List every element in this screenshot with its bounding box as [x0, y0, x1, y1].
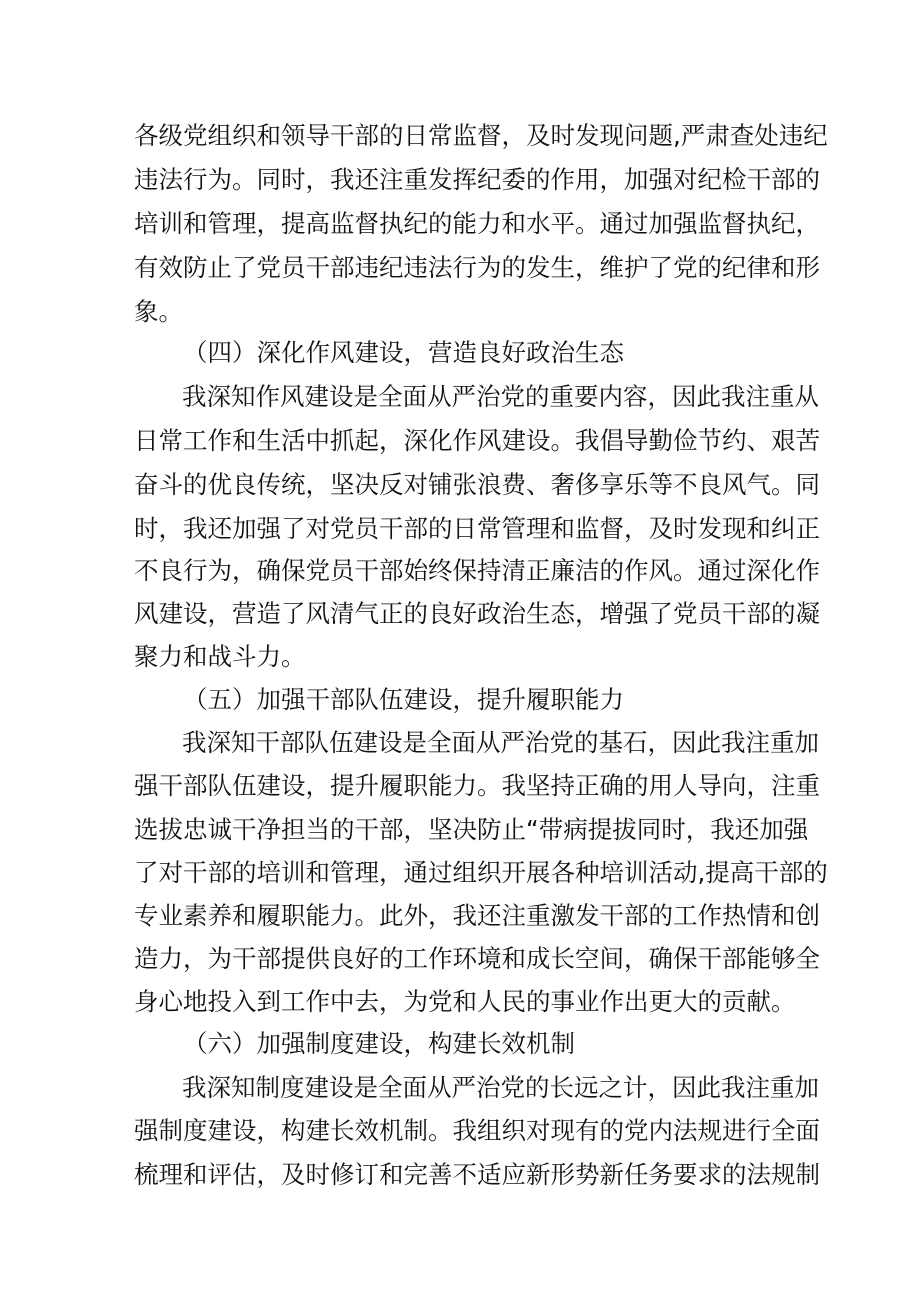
body-text-line: 我深知制度建设是全面从严治党的长远之计，因此我注重加: [182, 1073, 819, 1102]
section-heading-4: （四）深化作风建设，营造良好政治生态: [183, 338, 624, 367]
body-text-line: 培训和管理，提高监督执纪的能力和水平。通过加强监督执纪，: [134, 209, 820, 238]
body-text-line: 象。: [134, 297, 183, 326]
section-heading-5: （五）加强干部队伍建设，提升履职能力: [183, 685, 624, 714]
body-text-line: 了对干部的培训和管理，通过组织开展各种培训活动,提高干部的: [134, 858, 828, 887]
body-text-line: 奋斗的优良传统，坚决反对铺张浪费、奢侈享乐等不良风气。同: [134, 470, 820, 499]
body-text-line: 日常工作和生活中抓起，深化作风建设。我倡导勤俭节约、艰苦: [134, 426, 820, 455]
body-text-line: 身心地投入到工作中去，为党和人民的事业作出更大的贡献。: [134, 987, 796, 1016]
body-text-line: 选拔忠诚干净担当的干部，坚决防止“带病提拔同时，我还加强: [134, 815, 809, 844]
body-text-line: 造力，为干部提供良好的工作环境和成长空间，确保干部能够全: [134, 944, 820, 973]
body-text-line: 聚力和战斗力。: [134, 642, 306, 671]
body-text-line: 专业素养和履职能力。此外，我还注重激发干部的工作热情和创: [134, 901, 820, 930]
body-text-line: 风建设，营造了风清气正的良好政治生态，增强了党员干部的凝: [134, 599, 820, 628]
body-text-line: 强制度建设，构建长效机制。我组织对现有的党内法规进行全面: [134, 1116, 820, 1145]
body-text-line: 我深知作风建设是全面从严治党的重要内容，因此我注重从: [182, 382, 819, 411]
body-text-line: 时，我还加强了对党员干部的日常管理和监督，及时发现和纠正: [134, 514, 820, 543]
body-text-line: 我深知干部队伍建设是全面从严治党的基石，因此我注重加: [182, 728, 819, 757]
body-text-line: 各级党组织和领导干部的日常监督，及时发现问题,严肃查处违纪: [134, 121, 828, 150]
body-text-line: 强干部队伍建设，提升履职能力。我坚持正确的用人导向，注重: [134, 771, 820, 800]
body-text-line: 不良行为，确保党员干部始终保持清正廉洁的作风。通过深化作: [134, 556, 820, 585]
body-text-line: 有效防止了党员干部违纪违法行为的发生，维护了党的纪律和形: [134, 253, 820, 282]
body-text-line: 梳理和评估，及时修订和完善不适应新形势新任务要求的法规制: [134, 1160, 820, 1189]
body-text-line: 违法行为。同时，我还注重发挥纪委的作用，加强对纪检干部的: [134, 165, 820, 194]
section-heading-6: （六）加强制度建设，构建长效机制: [183, 1029, 575, 1058]
